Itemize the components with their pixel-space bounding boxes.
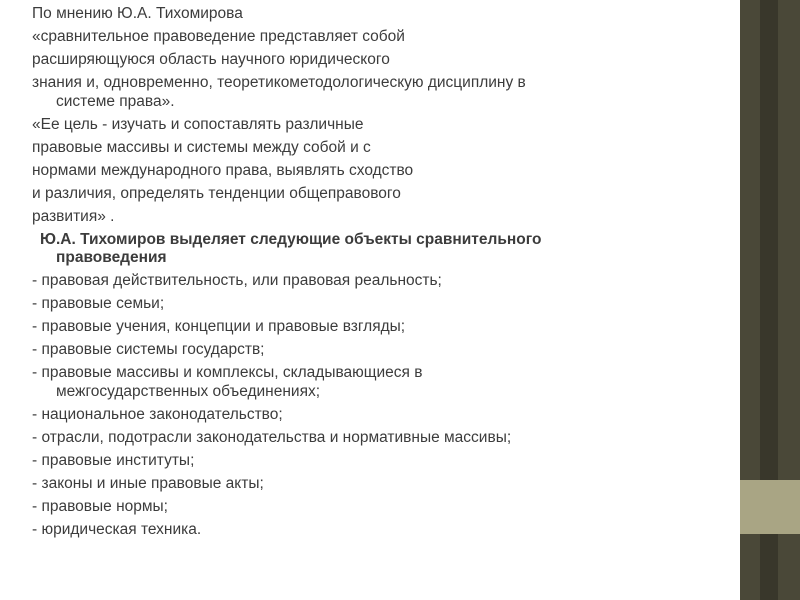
quote-line: системе права». — [56, 92, 175, 110]
list-item: - отрасли, подотрасли законодательства и нормативные массивы; — [32, 428, 512, 446]
list-item: - правовые массивы и комплексы, складывающиеся в — [32, 364, 423, 381]
list-item: - правовые институты; — [32, 451, 195, 469]
section-heading: Ю.А. Тихомиров выделяет следующие объекты сравнительного — [40, 230, 542, 248]
list-item: - правовые нормы; — [32, 497, 168, 515]
section-heading-continued: правоведения — [56, 249, 167, 266]
list-item-continued: межгосударственных объединениях; — [56, 382, 321, 400]
quote-line: По мнению Ю.А. Тихомирова — [32, 5, 243, 22]
quote-line: развития» . — [32, 207, 115, 225]
list-item: - национальное законодательство; — [32, 405, 283, 423]
list-item: - законы и иные правовые акты; — [32, 474, 264, 492]
list-item: - правовая действительность, или правовая реальность; — [32, 272, 442, 289]
quote-line: и различия, определять тенденции общеправового — [32, 184, 401, 202]
quote-line: «Ее цель - изучать и сопоставлять различные — [32, 115, 364, 133]
quote-line: расширяющуюся область научного юридического — [32, 51, 390, 68]
list-item: - правовые учения, концепции и правовые взгляды; — [32, 318, 406, 335]
quote-line: знания и, одновременно, теоретикометодологическую дисциплину в — [32, 74, 526, 91]
quote-line: «сравнительное правоведение представляет собой — [32, 28, 405, 45]
list-item: - юридическая техника. — [32, 520, 202, 538]
list-item: - правовые семьи; — [32, 295, 165, 312]
quote-line: правовые массивы и системы между собой и с — [32, 138, 371, 156]
list-item: - правовые системы государств; — [32, 341, 265, 358]
quote-line: нормами международного права, выявлять сходство — [32, 161, 414, 179]
slide-content — [32, 5, 692, 539]
side-accent-block — [740, 480, 800, 534]
